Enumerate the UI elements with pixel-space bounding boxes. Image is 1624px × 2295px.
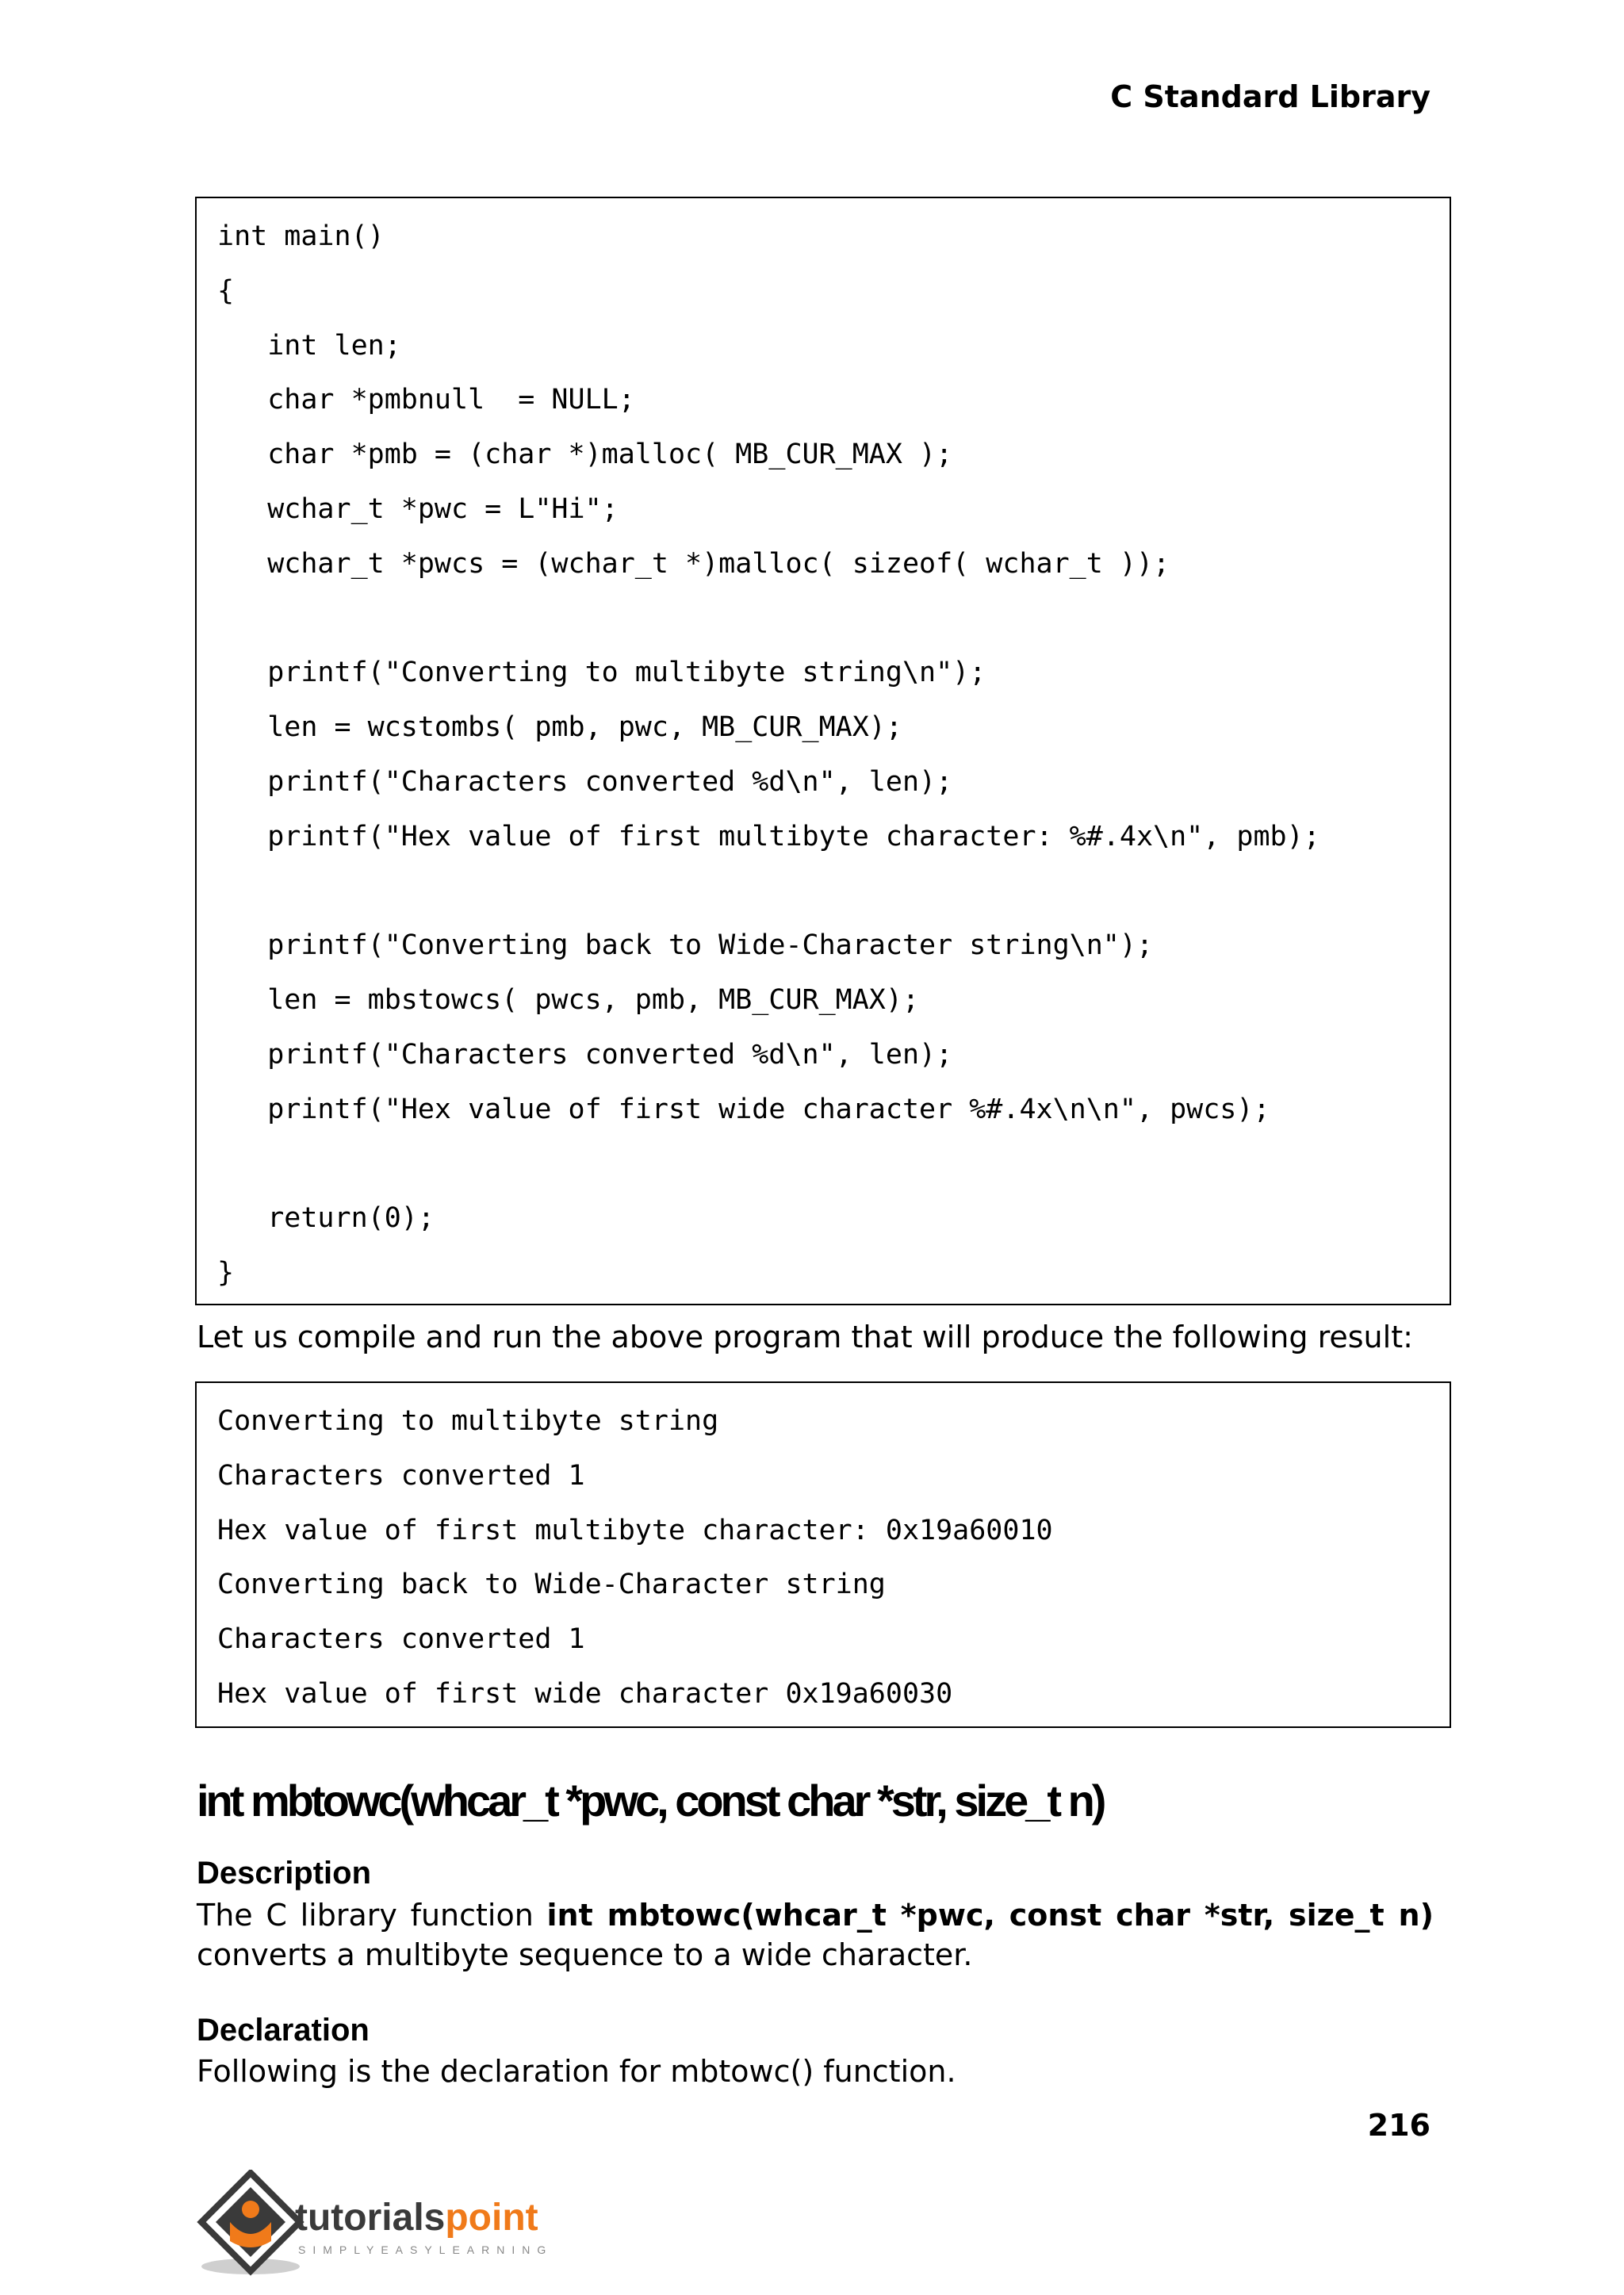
output-block [195, 1381, 1451, 1728]
code-line: printf("Characters converted %d\n", len); [217, 765, 953, 798]
code-line: int len; [217, 329, 401, 362]
logo-figure-head [242, 2201, 259, 2218]
code-line: char *pmbnull = NULL; [217, 384, 635, 416]
declaration-paragraph: Following is the declaration for mbtowc() function. [197, 2054, 956, 2089]
code-line [217, 864, 1429, 919]
tutorialspoint-logo [195, 2170, 576, 2281]
code-line: printf("Characters converted %d\n", len); [217, 1038, 953, 1071]
code-line: printf("Converting back to Wide-Character string\n"); [217, 929, 1154, 962]
code-line: } [217, 1257, 235, 1289]
code-line: printf("Hex value of first multibyte character: %#.4x\n", pmb); [217, 820, 1320, 852]
logo-tagline: SIMPLYEASYLEARNING [298, 2243, 553, 2256]
logo-graphic [195, 2170, 576, 2281]
output-line: Characters converted 1 [217, 1623, 585, 1656]
code-line: return(0); [217, 1202, 435, 1235]
running-header: C Standard Library [1110, 79, 1431, 114]
section-title: int mbtowc(whcar_t *pwc, const char *str, size_t n) [197, 1776, 1104, 1826]
output-line: Hex value of first multibyte character: 0x19a60010 [217, 1514, 1053, 1546]
code-line: len = wcstombs( pmb, pwc, MB_CUR_MAX); [217, 711, 902, 744]
code-line: char *pmb = (char *)malloc( MB_CUR_MAX ); [217, 439, 953, 471]
page-number: 216 [1367, 2108, 1431, 2143]
code-line: { [217, 274, 235, 307]
code-line: wchar_t *pwcs = (wchar_t *)malloc( sizeof( wchar_t )); [217, 547, 1170, 580]
code-line: wchar_t *pwc = L"Hi"; [217, 492, 619, 525]
code-line: int main() [217, 220, 385, 252]
description-signature: int mbtowc(whcar_t *pwc, const char *str, size_t n) [546, 1898, 1434, 1933]
description-paragraph [197, 1895, 1434, 1975]
output-line: Characters converted 1 [217, 1459, 585, 1492]
output-line: Converting back to Wide-Character string [217, 1569, 886, 1601]
output-line: Converting to multibyte string [217, 1405, 719, 1437]
code-line: len = mbstowcs( pwcs, pmb, MB_CUR_MAX); [217, 984, 920, 1017]
description-prefix: The C library function [197, 1898, 547, 1933]
intro-paragraph: Let us compile and run the above program that will produce the following result: [197, 1320, 1413, 1354]
code-line [217, 1137, 1429, 1192]
description-heading: Description [197, 1856, 372, 1891]
logo-wordmark: tutorialspoint [295, 2197, 538, 2239]
code-line [217, 592, 1429, 646]
code-block [195, 197, 1451, 1305]
declaration-heading: Declaration [197, 2013, 370, 2048]
code-line: printf("Converting to multibyte string\n"); [217, 657, 986, 689]
description-suffix: converts a multibyte sequence to a wide character. [197, 1937, 973, 1972]
code-line: printf("Hex value of first wide character %#.4x\n\n", pwcs); [217, 1093, 1270, 1125]
output-line: Hex value of first wide character 0x19a60030 [217, 1677, 953, 1710]
